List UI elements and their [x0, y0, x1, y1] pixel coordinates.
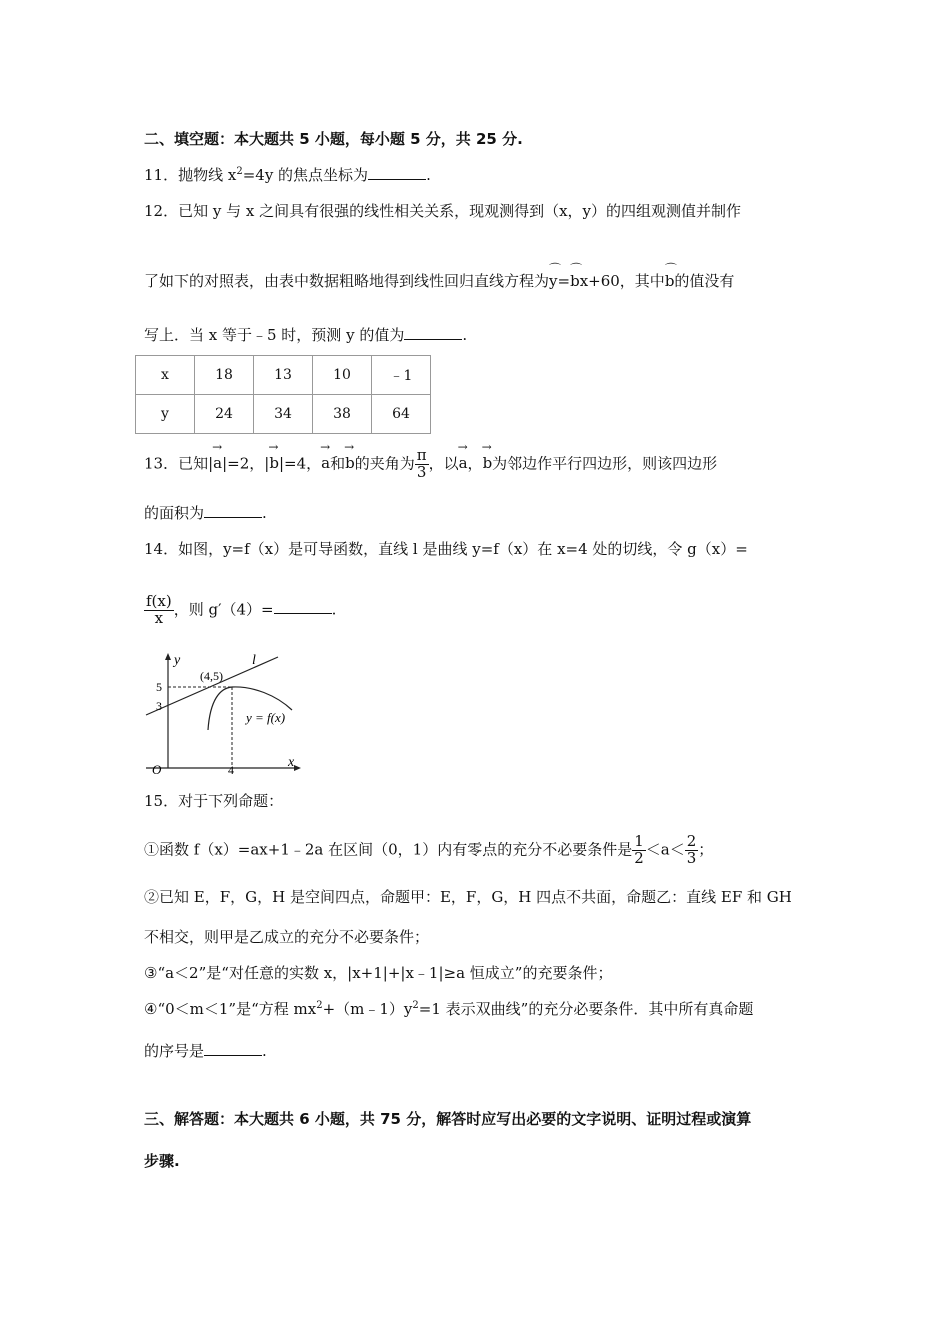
- q15-answer-text: 的序号是: [144, 1042, 205, 1060]
- proposition-1: [144, 834, 713, 867]
- proposition-2-line2: 不相交，则甲是乙成立的充分不必要条件；: [144, 928, 430, 946]
- proposition-3: ③“a＜2”是“对任意的实数 x，|x+1|+|x﹣1|≥a 恒成立”的充要条件；: [144, 964, 613, 982]
- fraction-2-3: [685, 834, 699, 867]
- x-tick-4: 4: [228, 763, 234, 775]
- frac-denominator: 3: [416, 462, 427, 481]
- proposition-4: [144, 998, 753, 1019]
- q13-end: .: [262, 504, 267, 522]
- frac-numerator: 2: [686, 832, 697, 850]
- p4-text-c: =1 表示双曲线”的充分必要条件．其中所有真命题: [418, 1000, 754, 1018]
- p4-sup-2: 2: [412, 1000, 419, 1011]
- question-13-line1: [144, 448, 717, 481]
- q12-line2-b: x+60，其中: [579, 272, 665, 290]
- line-l-label: l: [252, 653, 256, 668]
- q13-t2: |=2，|: [222, 454, 270, 473]
- x-axis-label: x: [288, 755, 295, 770]
- p4-text-a: ④“0＜m＜1”是“方程 mx: [144, 1000, 317, 1018]
- table-cell: ﹣1: [372, 356, 431, 395]
- q13-t8: 为邻边作平行四边形，则该四边形: [492, 454, 718, 473]
- table-row: [136, 356, 431, 395]
- fraction-1-2: [632, 834, 646, 867]
- q11-text-a: 11．抛物线 x: [144, 166, 237, 184]
- pi-over-3: [415, 448, 429, 481]
- frac-numerator: 1: [634, 832, 644, 850]
- q14-answer-blank[interactable]: [274, 599, 332, 614]
- q12-answer-blank[interactable]: [404, 325, 462, 340]
- frac-denominator: x: [154, 608, 164, 627]
- vector-a: → a: [213, 452, 222, 472]
- section-3-heading-line1: 三、解答题：本大题共 6 小题，共 75 分，解答时应写出必要的文字说明、证明过程或演算: [144, 1110, 752, 1128]
- frac-denominator: 3: [686, 848, 697, 867]
- p4-sup-1: 2: [316, 1000, 323, 1011]
- origin-label: O: [152, 762, 162, 775]
- vector-b: → b: [345, 452, 355, 472]
- frac-denominator: 2: [634, 848, 644, 867]
- table-cell: 34: [254, 395, 313, 434]
- q13-line2-text: 的面积为: [144, 504, 205, 522]
- q12-end: .: [462, 326, 468, 344]
- x-axis-arrow-icon: [294, 765, 301, 771]
- q12-line3-text: 写上．当 x 等于﹣5 时，预测 y 的值为: [144, 326, 405, 344]
- vector-b: → b: [483, 452, 493, 472]
- question-14-line1: 14．如图，y=f（x）是可导函数，直线 l 是曲线 y=f（x）在 x=4 处的切线，令 g（x）=: [144, 540, 748, 558]
- tangent-graph: [138, 650, 308, 775]
- q12-eq: =: [557, 272, 571, 290]
- p4-text-b: +（m﹣1）y: [322, 1000, 413, 1018]
- q14-end: .: [331, 600, 337, 619]
- q11-end: .: [426, 166, 431, 184]
- q14-line2-text: ，则 g′（4）=: [173, 600, 274, 619]
- question-13-line2: [144, 502, 267, 523]
- table-cell: y: [136, 395, 195, 434]
- q12-line2-c: 的值没有: [674, 272, 735, 290]
- vector-a: → a: [459, 452, 468, 472]
- question-12-line1: 12．已知 y 与 x 之间具有很强的线性相关关系，现观测得到（x，y）的四组观测值并制作: [144, 202, 742, 220]
- p1-end: ；: [698, 840, 714, 859]
- observation-table: [135, 355, 431, 434]
- question-15-title: 15．对于下列命题：: [144, 792, 284, 810]
- vector-b: → b: [269, 452, 279, 472]
- q15-end: .: [262, 1042, 267, 1060]
- table-cell: x: [136, 356, 195, 395]
- section-3-heading-line2: 步骤.: [144, 1152, 180, 1170]
- q15-answer-blank[interactable]: [204, 1041, 262, 1056]
- table-cell: 13: [254, 356, 313, 395]
- q11-sup: 2: [236, 166, 243, 177]
- vector-a: → a: [321, 452, 330, 472]
- q13-answer-blank[interactable]: [204, 503, 262, 518]
- q13-t7: ，: [467, 454, 483, 473]
- q13-t1: 13．已知|: [144, 454, 214, 473]
- p1-mid: ＜a＜: [645, 840, 685, 859]
- frac-numerator: f(x): [146, 592, 172, 610]
- table-row: [136, 395, 431, 434]
- b-hat: ⌒ b: [570, 272, 580, 290]
- y-hat: ⌒ y: [549, 272, 557, 290]
- curve-label: y = f(x): [246, 710, 286, 725]
- y-axis-label: y: [174, 653, 181, 668]
- table-cell: 24: [195, 395, 254, 434]
- section-2-heading: 二、填空题：本大题共 5 小题，每小题 5 分，共 25 分.: [144, 130, 523, 148]
- y-tick-5: 5: [156, 680, 162, 694]
- q13-t4: 和: [330, 454, 346, 473]
- q12-line2-a: 了如下的对照表，由表中数据粗略地得到线性回归直线方程为: [144, 272, 550, 290]
- p1-text: ①函数 f（x）=ax+1﹣2a 在区间（0，1）内有零点的充分不必要条件是: [144, 840, 633, 859]
- q13-t5: 的夹角为: [354, 454, 415, 473]
- table-cell: 64: [372, 395, 431, 434]
- q13-t3: |=4，: [278, 454, 322, 473]
- table-cell: 10: [313, 356, 372, 395]
- point-label: (4,5): [200, 669, 223, 683]
- q13-t6: ，以: [428, 454, 459, 473]
- question-14-line2: [144, 594, 336, 627]
- table-cell: 38: [313, 395, 372, 434]
- question-12-line3: [144, 324, 467, 345]
- y-tick-3: 3: [156, 699, 162, 713]
- f-over-x-fraction: [144, 594, 174, 627]
- b-hat-2: ⌒ b: [665, 272, 675, 290]
- y-axis-arrow-icon: [165, 653, 171, 660]
- question-15-answer-line: [144, 1040, 267, 1061]
- frac-numerator: π: [416, 446, 427, 464]
- question-12-line2: [144, 270, 734, 291]
- q11-text-b: =4y 的焦点坐标为: [242, 166, 369, 184]
- proposition-2-line1: ②已知 E，F，G，H 是空间四点，命题甲：E，F，G，H 四点不共面，命题乙：直线 EF 和 GH: [144, 888, 792, 906]
- table-cell: 18: [195, 356, 254, 395]
- q11-answer-blank[interactable]: [368, 165, 426, 180]
- question-11: [144, 164, 431, 185]
